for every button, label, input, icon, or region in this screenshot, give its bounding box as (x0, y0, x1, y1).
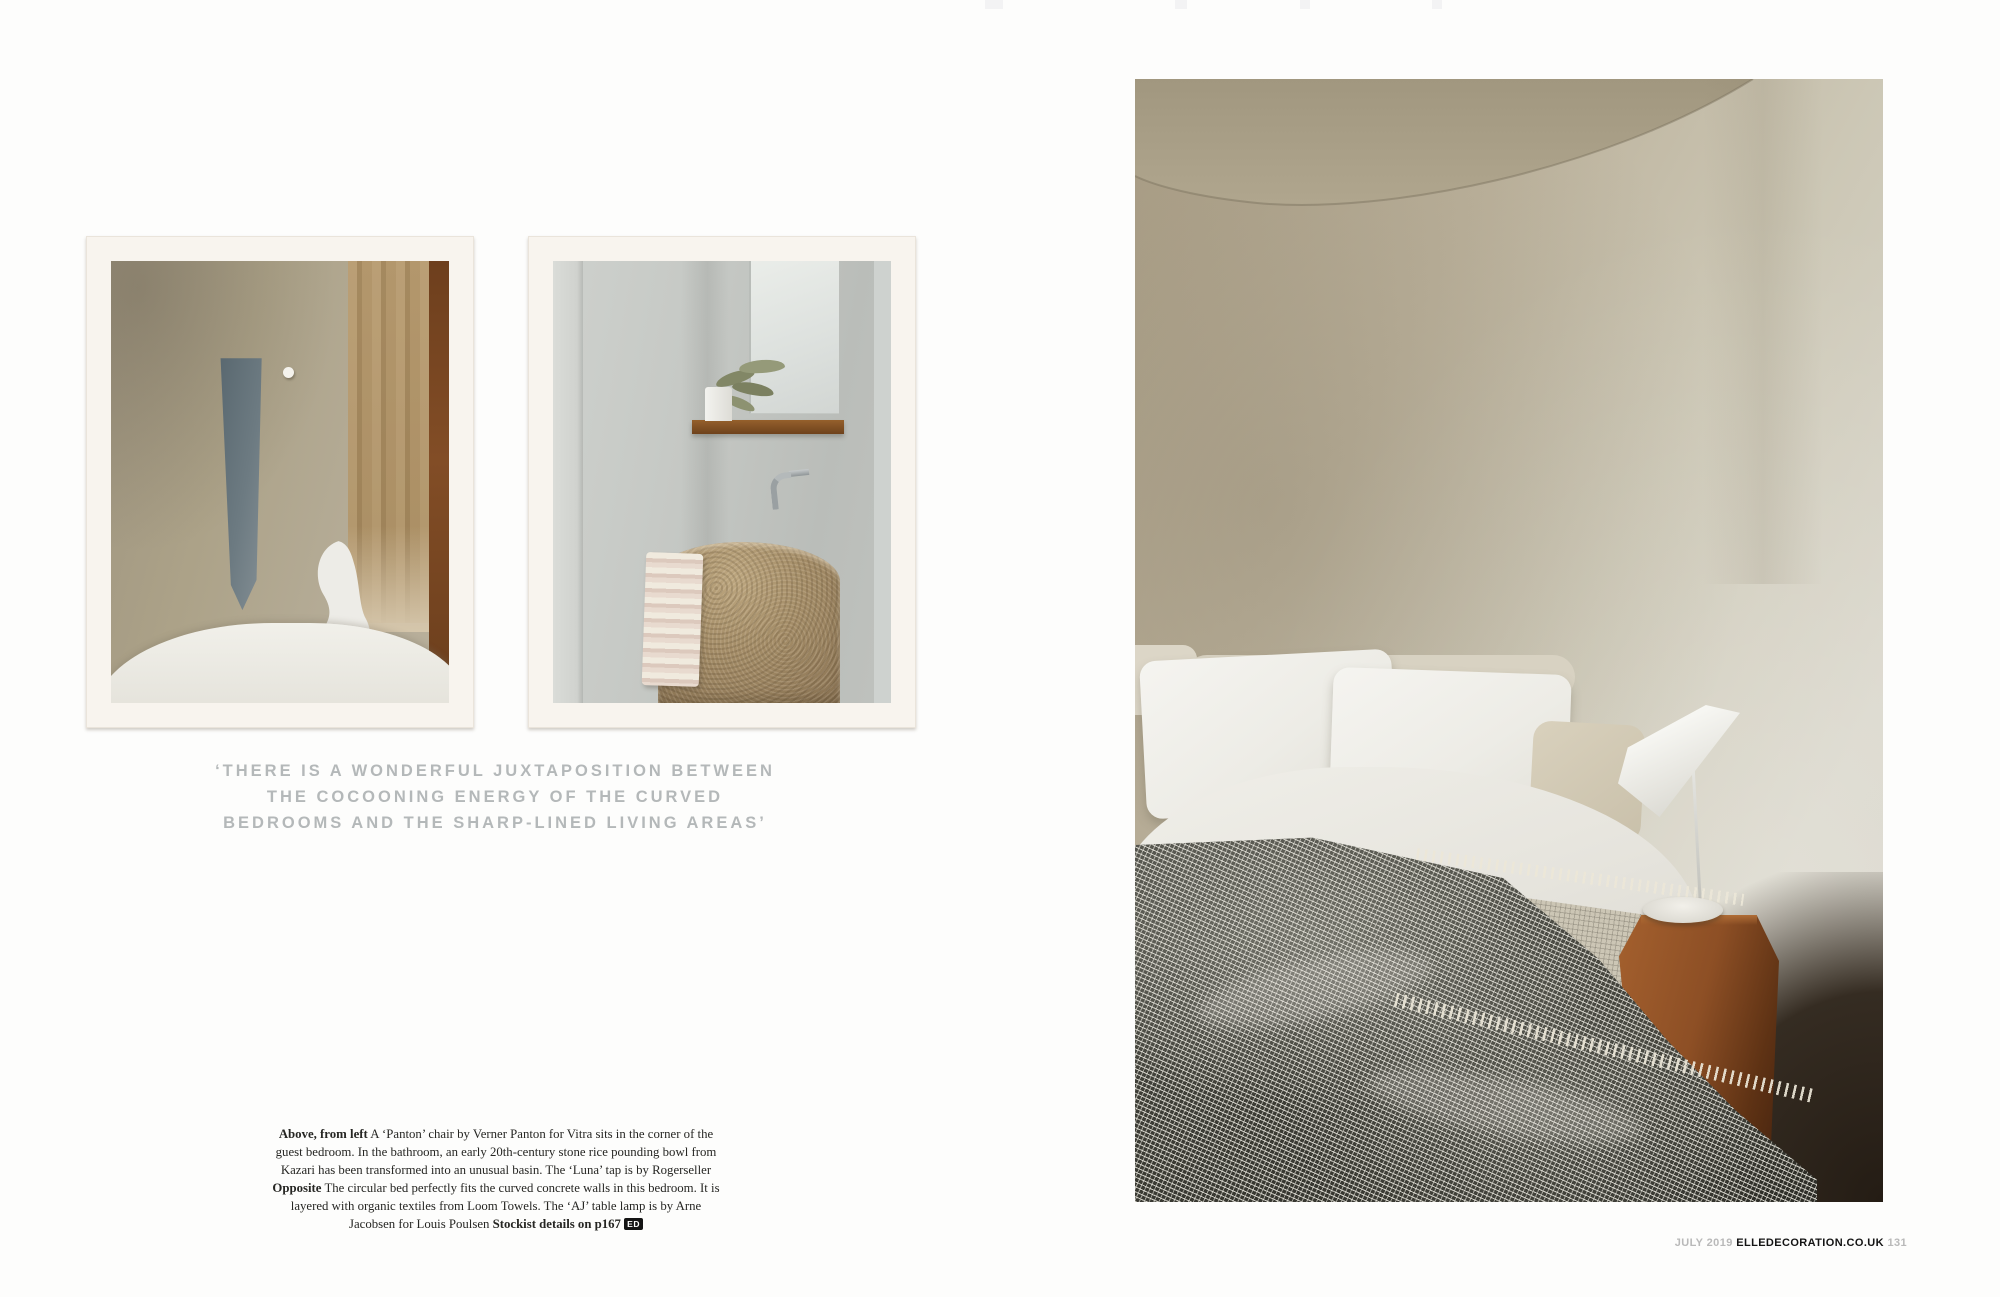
photo-guest-bedroom (111, 261, 449, 703)
caption-lead-opposite: Opposite (272, 1180, 322, 1195)
photo-curved-bedroom (1135, 79, 1883, 1202)
wall-curve-shading (1703, 79, 1823, 584)
wooden-shelf (692, 420, 844, 434)
print-mark (1432, 0, 1442, 9)
wood-panel (429, 261, 449, 703)
pull-quote (150, 758, 840, 836)
caption-text-opposite: The circular bed perfectly fits the curved concrete walls in this bedroom. It is layered with organic textiles from Loom Towels. The ‘AJ’ table lamp is by Arne Jacobsen for Louis Poulsen (290, 1180, 720, 1231)
print-mark (985, 0, 1003, 9)
print-mark (1175, 0, 1187, 9)
framed-photo-guest-bedroom (86, 236, 474, 728)
striped-towel (642, 552, 704, 687)
pull-quote-line: BEDROOMS AND THE SHARP-LINED LIVING AREAS’ (223, 814, 767, 832)
footer-page-number: 131 (1887, 1237, 1907, 1249)
luna-tap (767, 467, 814, 517)
page-footer (1495, 1237, 1907, 1249)
framed-photo-bathroom (528, 236, 916, 728)
photo-bathroom (553, 261, 891, 703)
print-mark (1300, 0, 1310, 9)
ed-stockist-badge-icon: ED (624, 1218, 643, 1230)
footer-website: ELLEDECORATION.CO.UK (1736, 1237, 1884, 1249)
caption-lead-above: Above, from left (278, 1126, 368, 1141)
pull-quote-line: ‘THERE IS A WONDERFUL JUXTAPOSITION BETWEEN (215, 762, 775, 780)
vase (705, 387, 732, 421)
tap-spout (769, 472, 795, 510)
wall-right-panel (874, 261, 891, 703)
caption-stockist: Stockist details on p167 (492, 1216, 621, 1231)
wall-left-panel (553, 261, 583, 703)
tap-pipe (789, 469, 810, 477)
footer-issue: JULY 2019 (1674, 1237, 1733, 1249)
pull-quote-line: THE COCOONING ENERGY OF THE CURVED (266, 788, 724, 806)
aj-lamp-base (1643, 897, 1723, 923)
caption (268, 1125, 724, 1233)
caption-text-above: A ‘Panton’ chair by Verner Panton for Vitra sits in the corner of the guest bedroom. In the bathroom, an early 20th-century stone rice pounding bowl from Kazari has been transformed into an unusual basin. The ‘Luna’ tap is by Rogerseller (275, 1126, 717, 1177)
